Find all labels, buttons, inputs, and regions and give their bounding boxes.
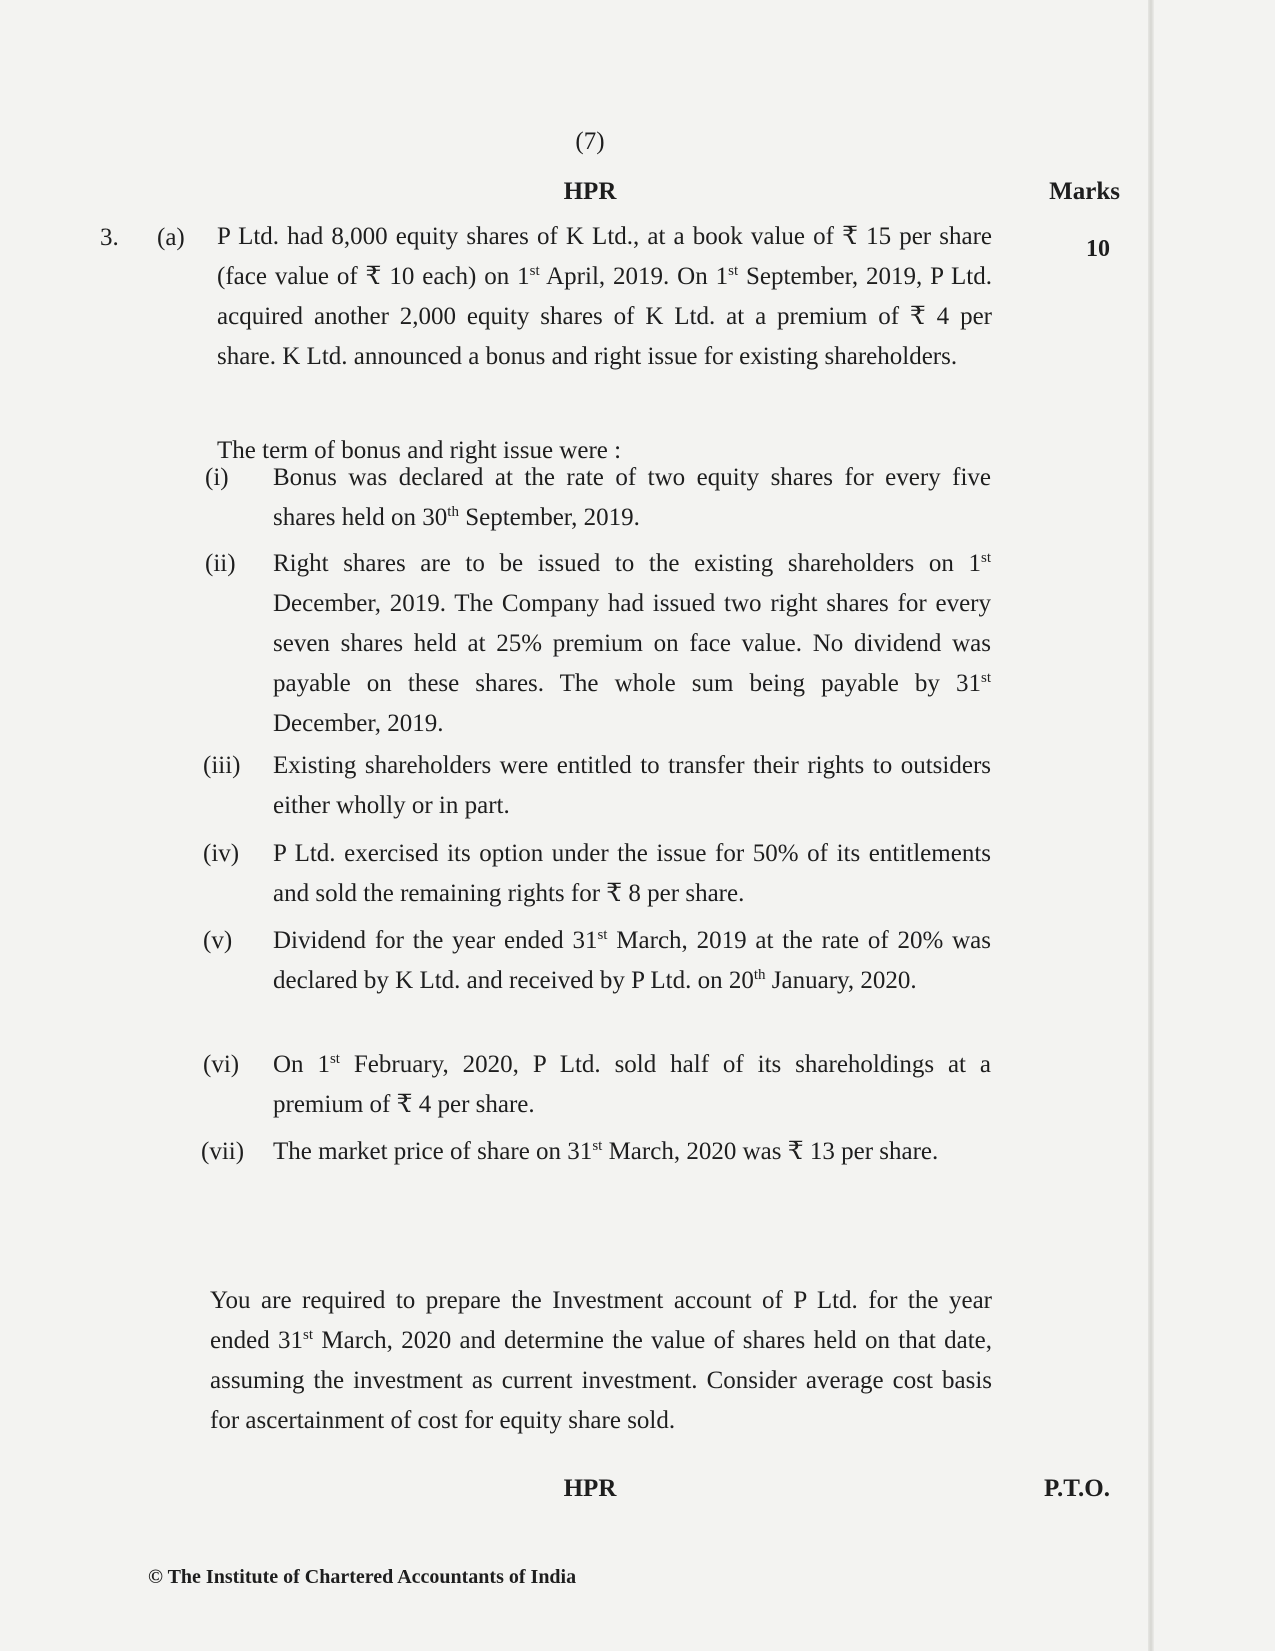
item-text-vi: On 1st February, 2020, P Ltd. sold half of its shareholdings at a premium of ₹ 4 per share. [273, 1051, 991, 1118]
item-label-v: (v) [203, 927, 233, 954]
ordinal-suffix: st [329, 1051, 340, 1067]
item-label-iii: (iii) [203, 752, 241, 779]
copyright-notice: © The Institute of Chartered Accountants of India [148, 1566, 577, 1588]
item-text-vii: The market price of share on 31st March, 2020 was ₹ 13 per share. [273, 1138, 939, 1165]
ordinal-suffix: th [447, 504, 459, 520]
paper-code-footer: HPR [563, 1475, 617, 1502]
item-label-i: (i) [205, 464, 229, 491]
item-label-ii: (ii) [205, 550, 236, 577]
ordinal-suffix: st [597, 927, 608, 943]
ordinal-suffix: st [980, 550, 991, 566]
item-label-vii: (vii) [201, 1138, 245, 1165]
ordinal-suffix: st [592, 1138, 603, 1154]
ordinal-suffix: st [529, 263, 540, 279]
page-number: (7) [575, 128, 605, 155]
item-text-ii: Right shares are to be issued to the existing shareholders on 1st December, 2019. The Company had issued two right shares for every seven shares held at 25% premium on face value. No dividend was payable on these shares. The whole sum being payable by 31st December, 2019. [273, 550, 991, 737]
ordinal-suffix: th [753, 967, 766, 983]
item-text-i: Bonus was declared at the rate of two equity shares for every five shares held on 30th September, 2019. [273, 464, 991, 531]
question-intro: P Ltd. had 8,000 equity shares of K Ltd., at a book value of ₹ 15 per share (face value of ₹ 10 each) on 1st April, 2019. On 1st September, 2019, P Ltd. acquired another 2,000 equity shares of K Ltd. at a premium of ₹ 4 per share. K Ltd. announced a bonus and right issue for existing shareholders. [217, 223, 993, 370]
question-number: 3. [100, 224, 119, 251]
question-part-label: (a) [157, 224, 185, 251]
item-label-vi: (vi) [203, 1051, 240, 1078]
question-marks: 10 [1086, 236, 1110, 262]
ordinal-suffix: st [980, 670, 991, 686]
ordinal-suffix: st [303, 1327, 314, 1343]
item-label-iv: (iv) [203, 840, 240, 867]
terms-intro: The term of bonus and right issue were : [217, 437, 622, 464]
requirement-paragraph: You are required to prepare the Investment account of P Ltd. for the year ended 31st March, 2020 and determine the value of shares held on that date, assuming the investment as current investment. Consider average cost basis for ascertainment of cost for equity share sold. [210, 1287, 992, 1434]
ordinal-suffix: st [728, 263, 739, 279]
item-text-v: Dividend for the year ended 31st March, 2019 at the rate of 20% was declared by K Ltd. and received by P Ltd. on 20th January, 2020. [273, 927, 991, 994]
item-text-iv: P Ltd. exercised its option under the issue for 50% of its entitlements and sold the remaining rights for ₹ 8 per share. [273, 840, 991, 907]
item-text-iii: Existing shareholders were entitled to transfer their rights to outsiders either wholly or in part. [273, 752, 991, 819]
paper-code-header: HPR [563, 178, 617, 205]
pto-label: P.T.O. [1044, 1475, 1110, 1502]
marks-heading: Marks [1049, 178, 1120, 205]
scan-edge-shadow [1148, 0, 1154, 1651]
